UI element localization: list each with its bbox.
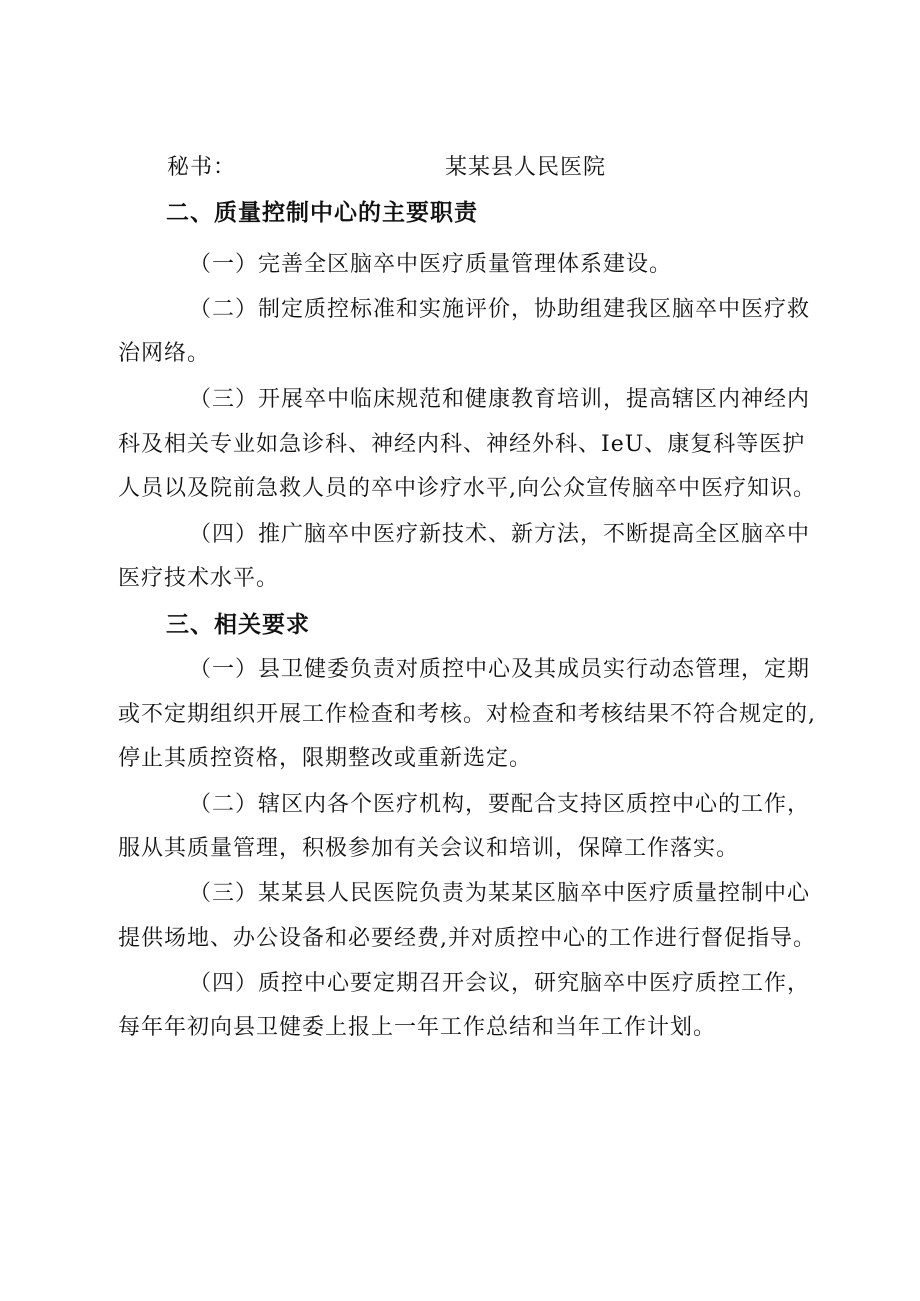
paragraph-line: （四）推广脑卒中医疗新技术、新方法，不断提高全区脑卒中 [189,522,811,547]
paragraph-line: 医疗技术水平。 [118,566,280,591]
secretary-label: 秘书： [167,155,237,180]
paragraph-line: 治网络。 [118,341,211,366]
paragraph-line: 或不定期组织开展工作检查和考核。对检查和考核结果不符合规定的, [118,702,816,727]
paragraph-line: （四）质控中心要定期召开会议，研究脑卒中医疗质控工作， [189,971,811,996]
paragraph-line: 人员以及院前急救人员的卒中诊疗水平,向公众宣传脑卒中医疗知识。 [118,476,816,501]
paragraph-line: 提供场地、办公设备和必要经费,并对质控中心的工作进行督促指导。 [118,926,816,951]
paragraph-line: 服从其质量管理，积极参加有关会议和培训，保障工作落实。 [118,836,740,861]
paragraph-line: （二）制定质控标准和实施评价，协助组建我区脑卒中医疗救 [189,297,811,322]
paragraph-line: 停止其质控资格，限期整改或重新选定。 [118,746,533,771]
paragraph-line: （三）某某县人民医院负责为某某区脑卒中医疗质量控制中心 [189,881,811,906]
paragraph-line: （二）辖区内各个医疗机构，要配合支持区质控中心的工作， [189,792,811,817]
paragraph-line: （一）完善全区脑卒中医疗质量管理体系建设。 [189,252,673,277]
section-heading-duties: 二、质量控制中心的主要职责 [166,200,478,226]
section-heading-requirements: 三、相关要求 [166,612,310,638]
paragraph-line: 科及相关专业如急诊科、神经内科、神经外科、IeU、康复科等医护 [118,432,806,457]
paragraph-line: （一）县卫健委负责对质控中心及其成员实行动态管理，定期 [189,657,811,682]
paragraph-line: 每年年初向县卫健委上报上一年工作总结和当年工作计划。 [118,1015,717,1040]
paragraph-line: （三）开展卒中临床规范和健康教育培训，提高辖区内神经内 [189,387,811,412]
secretary-value: 某某县人民医院 [445,155,607,180]
